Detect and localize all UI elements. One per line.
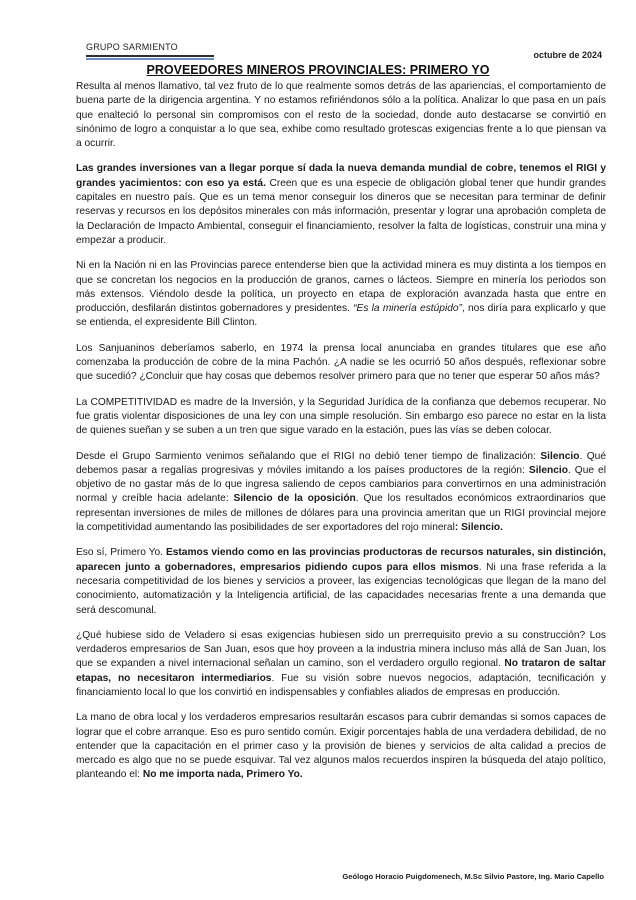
paragraph-bold-text: Silencio — [540, 450, 580, 462]
paragraph-4 — [76, 342, 606, 385]
paragraph-text: . Qué debemos pasar a regalías progresivas y móviles imitando a los países productores de la región: — [76, 450, 606, 476]
paragraph-1 — [76, 80, 606, 151]
document-title: PROVEEDORES MINEROS PROVINCIALES: PRIMERO YO — [146, 63, 490, 77]
paragraph-text: . Fue su visión sobre nuevos negocios, adaptación, tecnificación y financiamiento local lo que los convirtió en indispensables y confiables aliados de empresas en producción. — [76, 672, 606, 698]
paragraph-text: . Ni una frase referida a la necesaria competitividad de los bienes y servicios a proveer, las exigencias tecnológicas que llegan de la mano del conocimiento, automatización y la Inteligencia artificial, de las capacidades necesarias frente a una demanda que será descomunal. — [76, 561, 607, 616]
paragraph-text: La COMPETITIVIDAD es madre de la Inversión, y la Seguridad Jurídica de la confianza que debemos recuperar. No fue gratis violentar disposiciones de una ley con una simple resolución. Sin embargo eso parece no estar en la lista de quienes sueñan y se suben a un tren que sigue varado en la estación, pues las vías se deben colocar. — [76, 396, 606, 437]
paragraph-bold-text: Silencio de la oposición — [233, 493, 356, 505]
paragraph-text: ¿Qué hubiese sido de Veladero si esas exigencias hubiesen sido un prerrequisito previo a su construcción? Los verdaderos empresarios de San Juan, esos que hoy proveen a la industria minera incluso más allá de San Juan, los que se expanden a nivel internacional señalan un camino, son el verdadero orgullo regional. — [76, 629, 606, 670]
paragraph-bold-text: No me importa nada, Primero Yo. — [142, 769, 303, 781]
paragraph-text: , nos diría para explicarlo y que se entienda, el expresidente Bill Clinton. — [76, 303, 606, 329]
paragraph-bold-text: Silencio — [528, 464, 568, 476]
paragraph-6 — [76, 450, 606, 536]
document-body — [76, 80, 606, 794]
paragraph-5 — [76, 396, 606, 439]
paragraph-text: La mano de obra local y los verdaderos empresarios resultarán escasos para cubrir demandas si somos capaces de lograr que el cobre arranque. Eso es puro sentido común. Exigir porcentajes habla de una verdadera debilidad, de no entender que la capacitación en el primer caso y la provisión de bienes y servicios de alta calidad a precios de mercado es algo que no se puede esquivar. Tal vez algunos malos recuerdos inspiren la búsqueda del atajo político, planteando el: — [76, 712, 606, 781]
paragraph-text: Desde el Grupo Sarmiento venimos señalando que el RIGI no debió tener tiempo de finalización: — [76, 450, 541, 462]
paragraph-bold-text: . — [500, 522, 503, 534]
paragraph-text: Creen que es una especie de obligación global tener que hundir grandes capitales en nuestro país. Que es un tema menor conseguir los dineros que se necesitan para terminar de definir reservas y recursos en los depósitos minerales con más información, presentar y lograr una aprobación completa de la Declaración de Impacto Ambiental, conseguir el financiamiento, resolver la falta de logísticas, construir una mina y empezar a producir. — [76, 177, 606, 246]
org-name: GRUPO SARMIENTO — [86, 42, 178, 52]
paragraph-7 — [76, 546, 606, 617]
paragraph-text: Eso sí, Primero Yo. — [76, 547, 166, 559]
paragraph-text: . Que los resultados económicos extraordinarios que representan inversiones de miles de millones de dólares para una provincia ameritan que un RIGI provincial mejore la competitividad aumentando las posibilidades de ser exportadores del rojo mineral — [76, 493, 606, 534]
paragraph-text: Ni en la Nación ni en las Provincias parece entenderse bien que la actividad minera es muy distinta a los tiempos en que se concretan los negocios en la producción de granos, carnes o lácteos. Siempre en minería los periodos son más extensos. Viéndolo desde la política, un proyecto en etapa de exploración avanzada hasta que entre en producción, desfilarán distintos gobernadores y presidentes. — [76, 260, 606, 315]
paragraph-text: Resulta al menos llamativo, tal vez fruto de lo que realmente somos detrás de las apariencias, el comportamiento de buena parte de la dirigencia argentina. Y no estamos refiriéndonos sólo a la política. Analizar lo que pasa en un país que enalteció lo personal sin compromisos con el resto de la sociedad, donde auto destacarse se convirtió en sinónimo de logro a conquistar a lo que sea, exhibe como resultado grotescas exigencias frente a lo que piensan va a ocurrir. — [76, 81, 606, 150]
paragraph-bold-text: : Silencio — [454, 522, 501, 534]
paragraph-8 — [76, 629, 606, 700]
paragraph-bold-text: Estamos viendo como en las provincias productoras de recursos naturales, sin distinción, aparecen junto a gobernadores, empresarios pidiendo cupos para ellos mismos — [76, 547, 606, 573]
paragraph-bold-text: No trataron de saltar etapas, no necesitaron intermediarios — [76, 658, 606, 684]
paragraph-italic-quote: “Es la minería estúpido” — [353, 303, 462, 315]
header-rule-blue — [86, 58, 214, 60]
paragraph-9 — [76, 711, 606, 782]
paragraph-text: . Que el objetivo de no gastar más de lo que ingresa saliendo de cepos cambiarios para convertirnos en una administración normal y creíble hacia adelante: — [76, 464, 606, 505]
paragraph-text: Los Sanjuaninos deberíamos saberlo, en 1974 la prensa local anunciaba en grandes titulares que ese año comenzaba la producción de cobre de la mina Pachón. ¿A nadie se les ocurrió 50 años después, reflexionar sobre que sucedió? ¿Concluir que hay cosas que debemos resolver primero para que no tener que esperar 50 años más? — [76, 342, 606, 383]
paragraph-bold-text: Las grandes inversiones van a llegar porque sí dada la nueva demanda mundial de cobre, tenemos el RIGI y grandes yacimientos: con eso ya está. — [76, 163, 606, 189]
header-rule-dark — [86, 55, 214, 57]
author-signature: Geólogo Horacio Puigdomenech, M.Sc Silvio Pastore, Ing. Mario Capello — [342, 872, 604, 881]
paragraph-2 — [76, 162, 606, 248]
document-date: octubre de 2024 — [533, 50, 602, 60]
paragraph-3 — [76, 259, 606, 330]
